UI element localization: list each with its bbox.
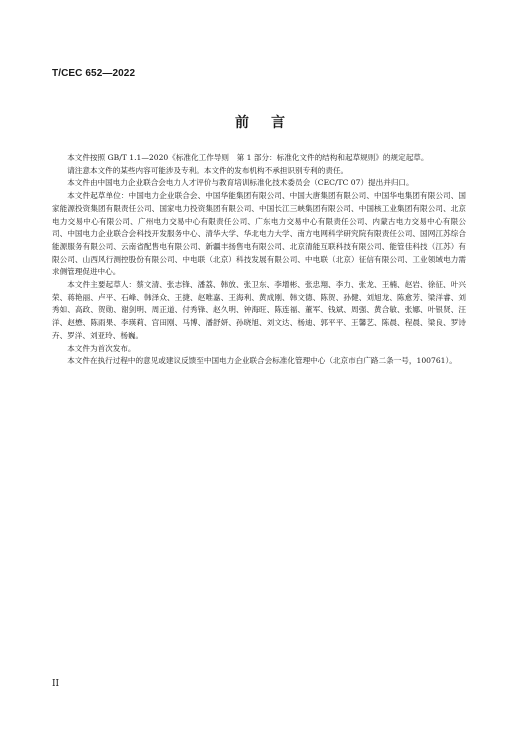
paragraph-patent-notice: 请注意本文件的某些内容可能涉及专利。本文件的发布机构不承担识别专利的责任。 xyxy=(67,165,349,175)
paragraph-proposer: 本文件由中国电力企业联合会电力人才评价与教育培训标准化技术委员会（CEC/TC 07）提出并归口。 xyxy=(67,178,414,188)
paragraph-drafting-rules: 本文件按照 GB/T 1.1—2020《标准化工作导则 第 1 部分：标准化文件的结构和起草规则》的规定起草。 xyxy=(67,153,429,162)
document-code: T/CEC 652—2022 xyxy=(52,68,136,79)
foreword-body xyxy=(52,152,466,368)
page-number: II xyxy=(52,679,60,689)
paragraph-first-release: 本文件为首次发布。 xyxy=(67,343,136,353)
page-title: 前言 xyxy=(235,114,307,130)
paragraph-drafting-units: 本文件起草单位：中国电力企业联合会、中国华能集团有限公司、中国大唐集团有限公司、中国华电集团有限公司、国家能源投资集团有限责任公司、国家电力投资集团有限公司、中国长江三峡集团有限公司、中国核工业集团有限公司、北京电力交易中心有限公司、广州电力交易中心有限责任公司、广东电力交易中心有限责任公司、内蒙古电力交易中心有限公司、中国电力企业联合会科技开发服务中心、清华大学、华北电力大学、南方电网科学研究院有限责任公司、国网江苏综合能源服务有限公司、云南省配售电有限公司、新疆丰扬售电有限公司、北京清能互联科技有限公司、能管佳科技（江苏）有限公司、山西风行测控股份有限公司、中电联（北京）科技发展有限公司、中电联（北京）征信有限公司、工业领域电力需求侧管理促进中心。 xyxy=(52,191,466,277)
paragraph-feedback: 本文件在执行过程中的意见或建议反馈至中国电力企业联合会标准化管理中心（北京市白广路二条一号，100761）。 xyxy=(67,356,457,366)
paragraph-drafters: 本文件主要起草人：蔡文清、张志锋、潘荔、韩放、张卫东、李增彬、张忠翔、李力、张龙、王楠、赵岩、徐征、叶兴荣、蒋艳丽、卢平、石峰、韩泽众、王捷、赵唯嘉、王海利、黄成刚、韩文德、陈贺、孙健、刘旭龙、陈愈芳、梁洋睿、刘秀如、高政、贺勋、谢剑明、周正道、付秀锋、赵久明、钟海旺、陈连福、董军、钱斌、周强、黄合敏、张娜、叶银贤、汪洋、赵懋、陈雨果、李瑛莉、宫田刚、马博、潘舒妍、孙晓旭、刘文达、杨迪、郭平平、王馨艺、陈晨、程晨、梁良、罗诗卉、罗洋、刘亚玲、杨巍。 xyxy=(52,280,466,340)
